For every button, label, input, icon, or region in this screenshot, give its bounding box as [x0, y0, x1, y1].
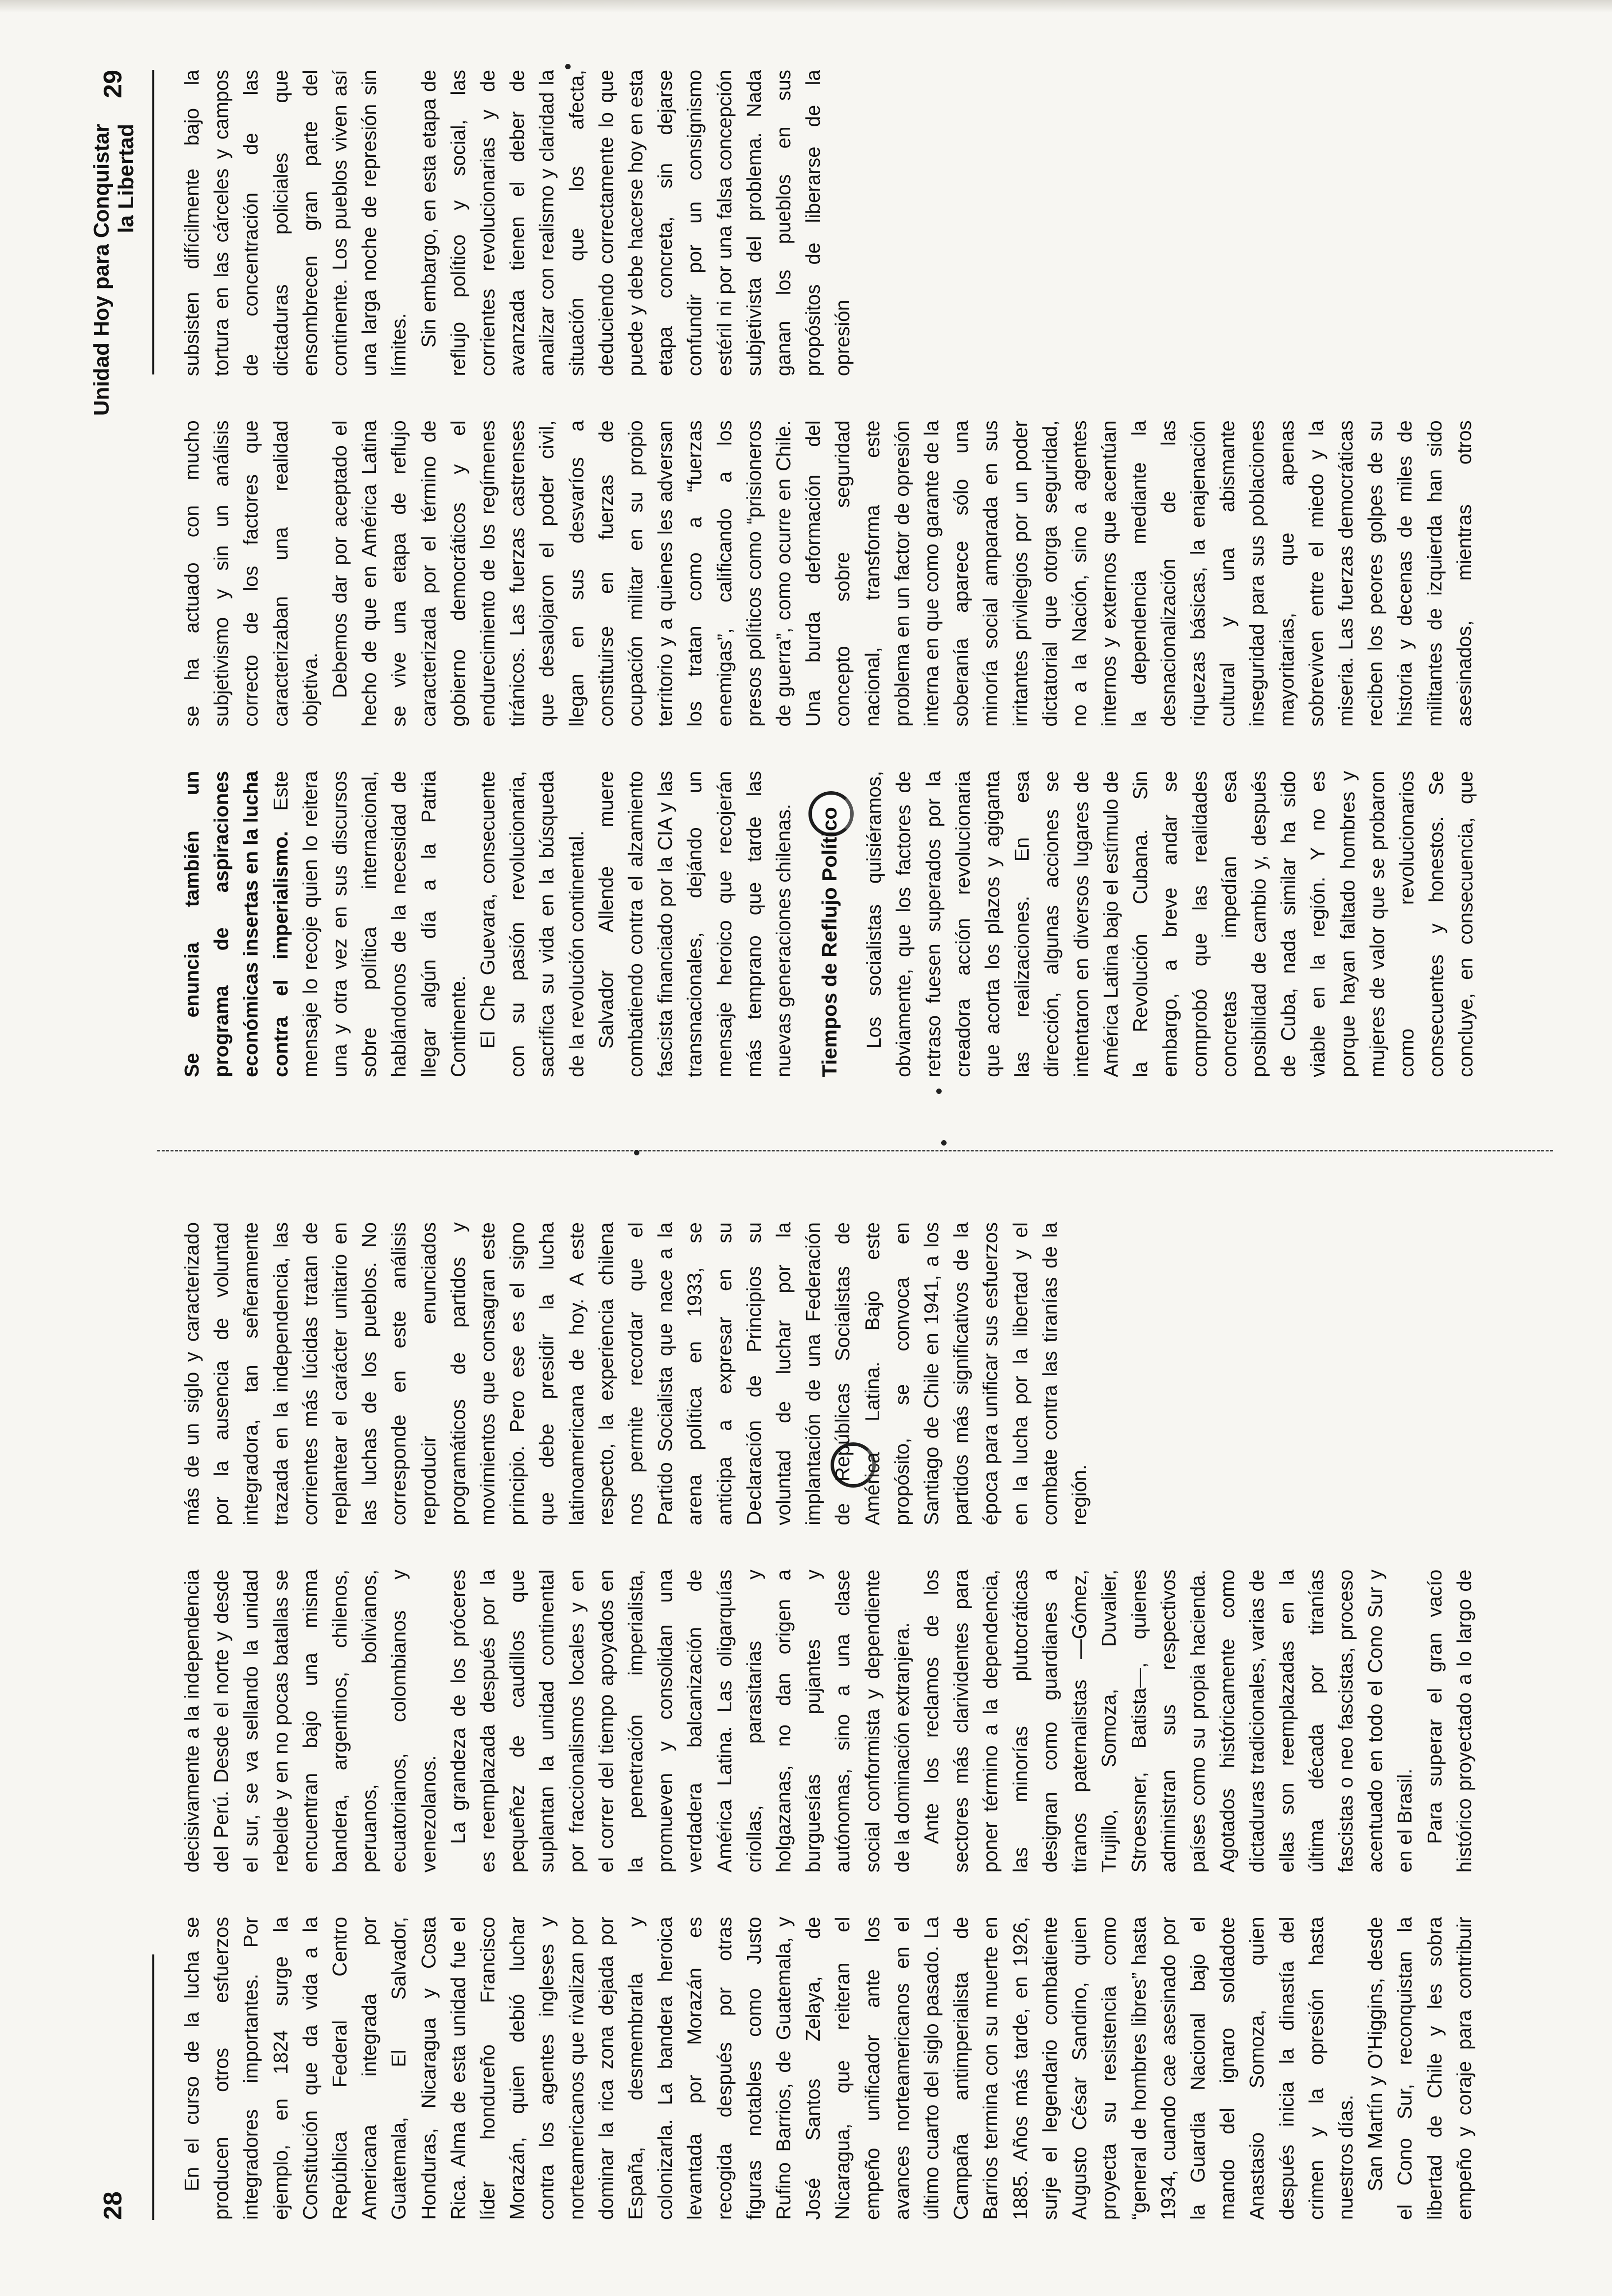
running-title-line: Unidad Hoy para Conquistar [89, 124, 114, 416]
section-heading: Tiempos de Reflujo Político [818, 807, 841, 1077]
header-rule [152, 70, 154, 374]
page-number: 29 [99, 70, 127, 98]
paragraph: San Martín y O'Higgins, desde el Cono Sur, reconquistan la libertad de Chile y les sobra empeño y coraje para contribuir decisivamente a la independencia del Perú. Desde el norte y desde el sur, se va sellando la unidad rebelde y en no pocas batallas se encuentran bajo una misma bandera, argentinos, chilenos, peruanos, bolivianos, ecuatorianos, colombianos y venezolanos. [180, 1569, 1475, 2220]
paragraph: Debemos dar por aceptado el hecho de que en América Latina se vive una etapa de reflujo caracterizada por el término de gobierno democráticos y el endurecimiento de los regímenes tiránicos. Las fuerzas castrenses que desalojaron el poder civil, llegan en sus desvaríos a constituirse en fuerzas de ocupación militar en su propio territorio y a quienes les adversan los tratan como a “fuerzas enemigas”, calificando a los presos políticos como “prisioneros de guerra”, como ocurre en Chile. Una burda deformación del concepto sobre seguridad nacional, transforma este problema en un factor de opresión interna en que como garante de la soberanía aparece sólo una minoría social amparada en sus irritantes privilegios por un poder dictatorial que otorga seguridad, no a la Nación, sino a agentes internos y externos que acentúan la dependencia mediante la desnacionalización de las riquezas básicas, la enajenación cultural y una abismante inseguridad para sus poblaciones mayoritarias, que apenas sobreviven entre el miedo y la miseria. Las fuerzas democráticas reciben los peores golpes de su historia y decenas de miles de militantes de izquierda han sido asesinados, mientras otros subsisten difícilmente bajo la tortura en las cárceles y campos de concentración de las dictaduras policiales que ensombrecen gran parte del continente. Los pueblos viven así una larga noche de represión sin límites. [180, 70, 1475, 727]
body-columns [177, 70, 1504, 1077]
left-page [98, 1222, 1504, 2220]
paragraph-text: Este mensaje lo recoje quien lo reitera una y otra vez en sus discursos sobre política internacional, hablándonos de la necesidad de llegar algún día a la Patria Continente. [269, 771, 469, 1077]
paragraph: Sin embargo, en esta etapa de reflujo político y social, las corrientes revolucionarias y de avanzada tienen el deber de analizar con realismo y claridad la situación que los afecta, deduciendo correctamente lo que puede y debe hacerse hoy en esta etapa concreta, sin dejarse confundir por un consignismo estéril ni por una falsa concepción subjetivista del problema. Nada ganan los pueblos en sus propósitos de liberarse de la opresión [417, 70, 854, 376]
right-page [89, 70, 1504, 1077]
body-columns [177, 1222, 1504, 2220]
paragraph: La grandeza de los próceres es reemplazada después por la pequeñez de caudillos que suplantan la unidad continental por fraccionalismos locales y en el correr del tiempo apoyados en la penetración imperialista, promueven y consolidan una verdadera balcanización de América Latina. Las oligarquías criollas, parasitarias y holgazanas, no dan origen a burguesías pujantes y autónomas, sino a una clase social conformista y dependiente de la dominación extranjera. [446, 1569, 913, 1873]
paragraph: El Che Guevara, consecuente con su pasión revolucionaria, sacrifica su vida en la búsqueda de la revolución continental. [476, 771, 588, 1077]
paragraph: Para superar el gran vacío histórico proyectado a lo largo de más de un siglo y caracterizado por la ausencia de voluntad integradora, tan señeramente trazada en la independencia, las corrientes más lúcidas tratan de replantear el carácter unitario en las luchas de los pueblos. No corresponde en este análisis reproducir enunciados programáticos de partidos y movimientos que consagran este principio. Pero ese es el signo que debe presidir la lucha latinoamericana de hoy. A este respecto, la experiencia chilena nos permite recordar que el Partido Socialista que nace a la arena política en 1933, se anticipa a expresar en su Declaración de Principios su voluntad de luchar por la implantación de una Federación de Repúblicas Socialistas de América Latina. Bajo este propósito, se convoca en Santiago de Chile en 1941, a los partidos más significativos de la época para unificar sus esfuerzos en la lucha por la libertad y el combate contra las tiranías de la región. [180, 1222, 1475, 1873]
paragraph: Ante los reclamos de los sectores más clarividentes para poner término a la dependencia, las minorías plutocráticas designan como guardianes a tiranos paternalistas —Gómez, Trujillo, Somoza, Duvalier, Stroessner, Batista—, quienes administran sus respectivos países como su propia hacienda. Agotados históricamente como dictaduras tradicionales, varias de ellas son reemplazadas en la última década por tiranías fascistas o neo fascistas, proceso acentuado en todo el Cono Sur y en el Brasil. [920, 1569, 1416, 1873]
paragraph: Los socialistas quisiéramos, obviamente, que los factores de retraso fuesen superados por la creadora acción revolucionaria que acorta los plazos y agiganta las realizaciones. En esa dirección, algunas acciones se intentaron en diversos lugares de América Latina bajo el estímulo de la Revolución Cubana. Sin embargo, a breve andar se comprobó que las realidades concretas impedían esa posibilidad de cambio y, después de Cuba, nada similar ha sido viable en la región. Y no es porque hayan faltado hombres y mujeres de valor que se probaron como revolucionarios consecuentes y honestos. Se concluye, en consecuencia, que se ha actuado con mucho subjetivismo y sin un análisis correcto de los factores que caracterizaban una realidad objetiva. [180, 420, 1477, 1077]
paragraph: Salvador Allende muere combatiendo contra el alzamiento fascista financiado por la CIA y las transnacionales, dejándo un mensaje heroico que recojerán más temprano que tarde las nuevas generaciones chilenas. [594, 771, 795, 1077]
header-rule [152, 1954, 154, 2220]
emphasis: Se enuncia también un programa de aspiraciones económicas insertas en la lucha contra el imperialismo. [180, 771, 292, 1077]
paragraph: En el curso de la lucha se producen otros esfuerzos integradores importantes. Por ejemplo, en 1824 surge la Constitución que da vida a la República Federal Centro Americana integrada por Guatemala, El Salvador, Honduras, Nicaragua y Costa Rica. Alma de esta unidad fue el líder hondureño Francisco Morazán, quien debió luchar contra los agentes ingleses y norteamericanos que rivalizan por dominar la rica zona dejada por España, desmembrarla y colonizarla. La bandera heroica levantada por Morazán es recogida después por otras figuras notables como Justo Rufino Barrios, de Guatemala, y José Santos Zelaya, de Nicaragua, que reiteran el empeño unificador ante los avances norteamericanos en el último cuarto del siglo pasado. La Campaña antimperialista de Barrios termina con su muerte en 1885. Años más tarde, en 1926, surje el legendario combatiente Augusto César Sandino, quien proyecta su resistencia como “general de hombres libres” hasta 1934, cuando cae asesinado por la Guardia Nacional bajo el mando del ignaro soldadote Anastasio Somoza, quien después inicia la dinastía del crimen y la opresión hasta nuestros días. [180, 1917, 1357, 2220]
running-title [89, 124, 139, 416]
paragraph [177, 771, 473, 1077]
running-title-line: la Libertad [114, 124, 138, 233]
page-number: 28 [99, 2191, 127, 2220]
